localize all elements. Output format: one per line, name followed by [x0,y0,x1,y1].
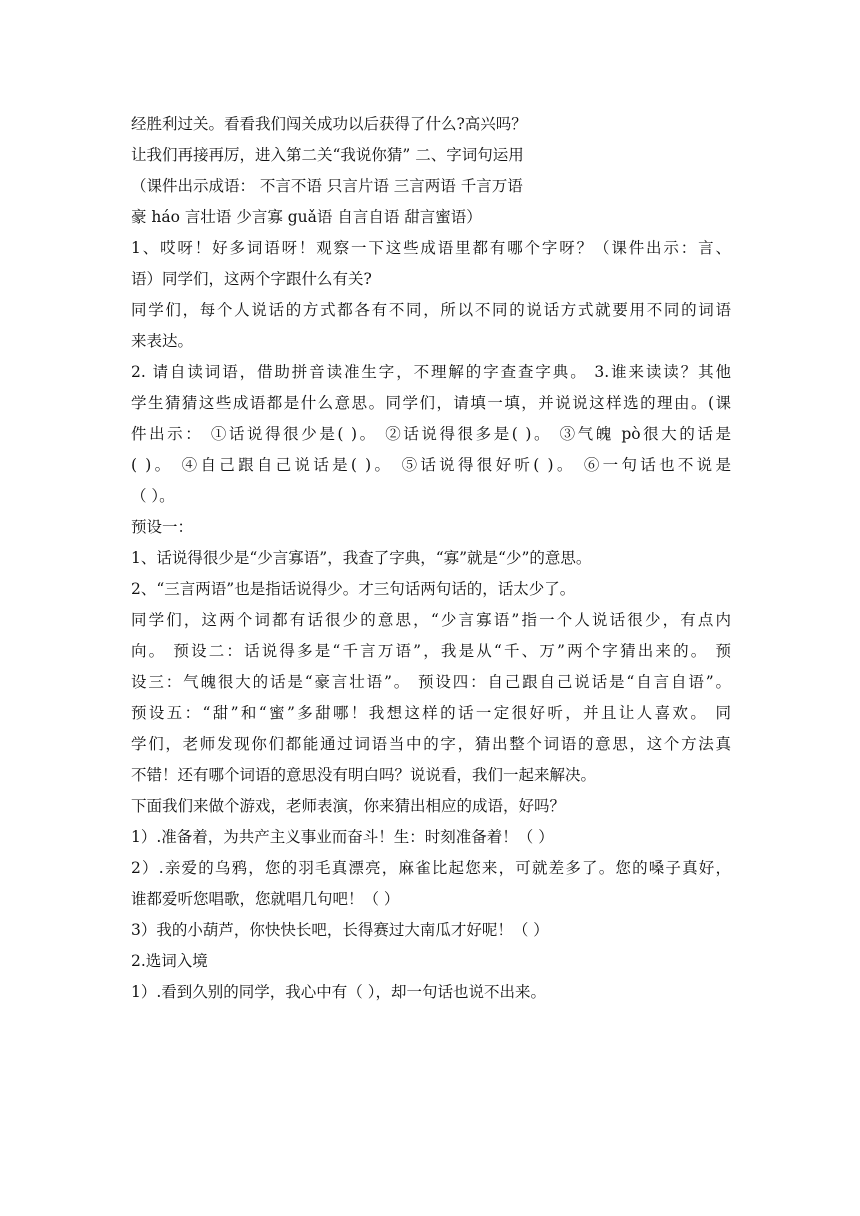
text-line: ( )。 ④自己跟自己说话是( )。 ⑤话说得很好听( )。 ⑥一句话也不说是 [131,456,731,474]
document-body [131,109,731,1008]
text-line: 经胜利过关。看看我们闯关成功以后获得了什么?高兴吗？ [131,115,527,133]
text-line: 件出示： ①话说得很少是( )。 ②话说得很多是( )。 ③气魄 pò很大的话是 [131,425,731,443]
text-line: 谁都爱听您唱歌，您就唱几句吧！（ ） [131,890,400,908]
text-line: 2）.亲爱的乌鸦，您的羽毛真漂亮，麻雀比起您来，可就差多了。您的嗓子真好， [131,859,731,877]
text-line: 同学们，这两个词都有话很少的意思，“少言寡语”指一个人说话很少，有点内 [131,611,731,629]
text-line: 1）.准备着，为共产主义事业而奋斗！生：时刻准备着！（ ） [131,828,554,846]
text-line: 语）同学们，这两个字跟什么有关? [131,270,372,288]
text-line: 设三：气魄很大的话是“豪言壮语”。 预设四：自己跟自己说话是“自言自语”。 [131,673,731,691]
text-line: 1）.看到久别的同学，我心中有（ ），却一句话也说不出来。 [131,983,546,1001]
text-line: 预设五：“甜”和“蜜”多甜哪！我想这样的话一定很好听，并且让人喜欢。 同 [131,704,731,722]
text-line: 让我们再接再厉，进入第二关“我说你猜” 二、字词句运用 [131,146,524,164]
text-line: 学生猜猜这些成语都是什么意思。同学们，请填一填，并说说这样选的理由。(课 [131,394,731,412]
text-line: 下面我们来做个游戏，老师表演，你来猜出相应的成语，好吗？ [131,797,566,815]
text-line: 同学们，每个人说话的方式都各有不同，所以不同的说话方式就要用不同的词语 [131,301,731,319]
text-line: 学们，老师发现你们都能通过词语当中的字，猜出整个词语的意思，这个方法真 [131,735,731,753]
text-line: （ ）。 [131,487,175,505]
text-line: 不错！还有哪个词语的意思没有明白吗？说说看，我们一起来解决。 [131,766,597,784]
text-line: 预设一： [131,518,194,536]
text-line: 1、哎呀！好多词语呀！观察一下这些成语里都有哪个字呀？（课件出示：言、 [131,239,731,257]
text-line: 豪 háo 言壮语 少言寡 guǎ语 自言自语 甜言蜜语） [131,208,482,226]
text-line: 2. 请自读词语，借助拼音读准生字，不理解的字查查字典。 3.谁来读读？其他 [131,363,731,381]
text-line: 2.选词入境 [131,952,208,970]
text-line: （课件出示成语： 不言不语 只言片语 三言两语 千言万语 [131,177,523,195]
text-line: 3）我的小葫芦，你快快长吧，长得赛过大南瓜才好呢！（ ） [131,921,549,939]
text-line: 来表达。 [131,332,194,350]
text-line: 1、话说得很少是“少言寡语”，我查了字典，“寡”就是“少”的意思。 [131,549,592,567]
text-line: 向。 预设二：话说得多是“千言万语”，我是从“千、万”两个字猜出来的。 预 [131,642,731,660]
text-line: 2、“三言两语”也是指话说得少。才三句话两句话的，话太少了。 [131,580,576,598]
